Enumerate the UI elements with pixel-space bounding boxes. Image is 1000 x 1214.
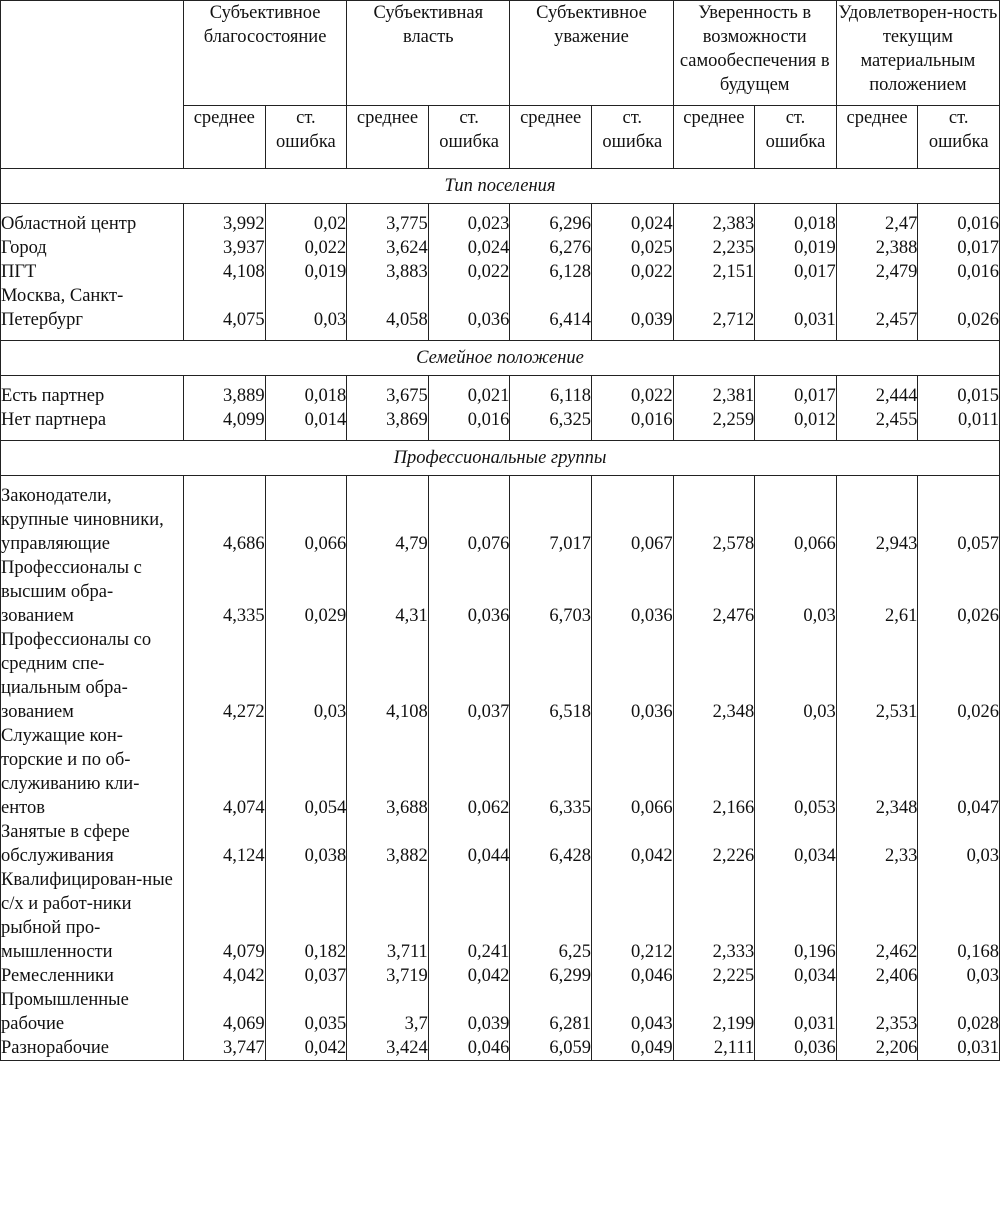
mean-value: 2,259 xyxy=(673,408,755,441)
error-value: 0,026 xyxy=(918,556,1000,628)
row-label: Законодатели, крупные чиновники, управляющие xyxy=(1,476,184,557)
table-row xyxy=(1,820,1000,868)
mean-value: 2,457 xyxy=(836,284,918,341)
error-value: 0,039 xyxy=(428,988,510,1036)
error-value: 0,019 xyxy=(265,260,347,284)
mean-value: 2,199 xyxy=(673,988,755,1036)
error-value: 0,036 xyxy=(591,556,673,628)
row-label: Промышленные рабочие xyxy=(1,988,184,1036)
error-value: 0,022 xyxy=(591,376,673,409)
error-value: 0,031 xyxy=(755,988,837,1036)
header-error: ст. ошибка xyxy=(591,106,673,169)
mean-value: 4,31 xyxy=(347,556,429,628)
error-value: 0,031 xyxy=(755,284,837,341)
error-value: 0,012 xyxy=(755,408,837,441)
mean-value: 2,444 xyxy=(836,376,918,409)
mean-value: 4,099 xyxy=(184,408,266,441)
mean-value: 3,711 xyxy=(347,868,429,964)
table-row xyxy=(1,236,1000,260)
error-value: 0,026 xyxy=(918,284,1000,341)
mean-value: 2,33 xyxy=(836,820,918,868)
mean-value: 4,079 xyxy=(184,868,266,964)
mean-value: 2,353 xyxy=(836,988,918,1036)
section-header-row xyxy=(1,341,1000,376)
error-value: 0,067 xyxy=(591,476,673,557)
error-value: 0,03 xyxy=(918,820,1000,868)
error-value: 0,038 xyxy=(265,820,347,868)
header-corner-cell xyxy=(1,1,184,169)
error-value: 0,023 xyxy=(428,204,510,237)
mean-value: 2,206 xyxy=(836,1036,918,1061)
error-value: 0,182 xyxy=(265,868,347,964)
error-value: 0,03 xyxy=(265,628,347,724)
header-mean: среднее xyxy=(184,106,266,169)
table-row xyxy=(1,260,1000,284)
mean-value: 2,479 xyxy=(836,260,918,284)
row-label: Профессионалы с высшим обра-зованием xyxy=(1,556,184,628)
mean-value: 4,069 xyxy=(184,988,266,1036)
mean-value: 2,61 xyxy=(836,556,918,628)
mean-value: 2,578 xyxy=(673,476,755,557)
error-value: 0,024 xyxy=(591,204,673,237)
row-label: Город xyxy=(1,236,184,260)
error-value: 0,039 xyxy=(591,284,673,341)
mean-value: 4,124 xyxy=(184,820,266,868)
row-label: Служащие кон-торские и по об-служиванию кли-ентов xyxy=(1,724,184,820)
mean-value: 3,719 xyxy=(347,964,429,988)
table-row xyxy=(1,376,1000,409)
table-row xyxy=(1,628,1000,724)
error-value: 0,016 xyxy=(428,408,510,441)
mean-value: 6,25 xyxy=(510,868,592,964)
mean-value: 4,79 xyxy=(347,476,429,557)
error-value: 0,016 xyxy=(591,408,673,441)
mean-value: 4,272 xyxy=(184,628,266,724)
table-row xyxy=(1,408,1000,441)
error-value: 0,026 xyxy=(918,628,1000,724)
mean-value: 2,235 xyxy=(673,236,755,260)
mean-value: 6,059 xyxy=(510,1036,592,1061)
mean-value: 3,992 xyxy=(184,204,266,237)
mean-value: 4,335 xyxy=(184,556,266,628)
row-label: Профессионалы со средним спе-циальным обра-зованием xyxy=(1,628,184,724)
mean-value: 3,775 xyxy=(347,204,429,237)
error-value: 0,168 xyxy=(918,868,1000,964)
error-value: 0,066 xyxy=(265,476,347,557)
header-group: Удовлетворен-ность текущим материальным положением xyxy=(836,1,999,106)
error-value: 0,018 xyxy=(755,204,837,237)
mean-value: 4,108 xyxy=(347,628,429,724)
section-header-row xyxy=(1,441,1000,476)
error-value: 0,037 xyxy=(265,964,347,988)
error-value: 0,054 xyxy=(265,724,347,820)
mean-value: 2,348 xyxy=(836,724,918,820)
error-value: 0,196 xyxy=(755,868,837,964)
row-label: Нет партнера xyxy=(1,408,184,441)
error-value: 0,036 xyxy=(591,628,673,724)
mean-value: 2,226 xyxy=(673,820,755,868)
mean-value: 2,943 xyxy=(836,476,918,557)
error-value: 0,022 xyxy=(265,236,347,260)
mean-value: 6,703 xyxy=(510,556,592,628)
mean-value: 4,058 xyxy=(347,284,429,341)
error-value: 0,025 xyxy=(591,236,673,260)
error-value: 0,034 xyxy=(755,964,837,988)
error-value: 0,034 xyxy=(755,820,837,868)
error-value: 0,037 xyxy=(428,628,510,724)
error-value: 0,015 xyxy=(918,376,1000,409)
table-row xyxy=(1,556,1000,628)
header-mean: среднее xyxy=(836,106,918,169)
mean-value: 2,712 xyxy=(673,284,755,341)
row-label: Ремесленники xyxy=(1,964,184,988)
mean-value: 2,383 xyxy=(673,204,755,237)
section-header-row xyxy=(1,169,1000,204)
error-value: 0,017 xyxy=(755,260,837,284)
mean-value: 2,406 xyxy=(836,964,918,988)
mean-value: 3,747 xyxy=(184,1036,266,1061)
mean-value: 4,074 xyxy=(184,724,266,820)
mean-value: 6,518 xyxy=(510,628,592,724)
header-group: Субъективное благосостояние xyxy=(184,1,347,106)
mean-value: 3,889 xyxy=(184,376,266,409)
error-value: 0,035 xyxy=(265,988,347,1036)
header-group-row xyxy=(1,1,1000,106)
error-value: 0,03 xyxy=(918,964,1000,988)
error-value: 0,062 xyxy=(428,724,510,820)
mean-value: 2,462 xyxy=(836,868,918,964)
mean-value: 4,042 xyxy=(184,964,266,988)
row-label: Занятые в сфере обслуживания xyxy=(1,820,184,868)
row-label: Есть партнер xyxy=(1,376,184,409)
mean-value: 2,531 xyxy=(836,628,918,724)
error-value: 0,043 xyxy=(591,988,673,1036)
error-value: 0,047 xyxy=(918,724,1000,820)
table-row xyxy=(1,988,1000,1036)
mean-value: 6,281 xyxy=(510,988,592,1036)
error-value: 0,049 xyxy=(591,1036,673,1061)
error-value: 0,016 xyxy=(918,204,1000,237)
header-group: Субъективная власть xyxy=(347,1,510,106)
mean-value: 2,47 xyxy=(836,204,918,237)
header-group: Субъективное уважение xyxy=(510,1,673,106)
table-row xyxy=(1,964,1000,988)
mean-value: 6,299 xyxy=(510,964,592,988)
error-value: 0,042 xyxy=(265,1036,347,1061)
table-row xyxy=(1,476,1000,557)
error-value: 0,029 xyxy=(265,556,347,628)
mean-value: 3,7 xyxy=(347,988,429,1036)
mean-value: 6,325 xyxy=(510,408,592,441)
mean-value: 4,075 xyxy=(184,284,266,341)
mean-value: 3,883 xyxy=(347,260,429,284)
error-value: 0,046 xyxy=(428,1036,510,1061)
error-value: 0,066 xyxy=(755,476,837,557)
mean-value: 2,333 xyxy=(673,868,755,964)
table-row xyxy=(1,724,1000,820)
header-group: Уверенность в возможности самообеспечения в будущем xyxy=(673,1,836,106)
section-title: Семейное положение xyxy=(1,341,1000,376)
row-label: Квалифицирован-ные с/х и работ-ники рыбной про-мышленности xyxy=(1,868,184,964)
error-value: 0,042 xyxy=(428,964,510,988)
error-value: 0,017 xyxy=(755,376,837,409)
mean-value: 2,455 xyxy=(836,408,918,441)
error-value: 0,036 xyxy=(428,556,510,628)
error-value: 0,017 xyxy=(918,236,1000,260)
mean-value: 6,296 xyxy=(510,204,592,237)
header-error: ст. ошибка xyxy=(265,106,347,169)
error-value: 0,014 xyxy=(265,408,347,441)
error-value: 0,212 xyxy=(591,868,673,964)
header-error: ст. ошибка xyxy=(755,106,837,169)
row-label: ПГТ xyxy=(1,260,184,284)
error-value: 0,03 xyxy=(755,556,837,628)
error-value: 0,044 xyxy=(428,820,510,868)
mean-value: 2,381 xyxy=(673,376,755,409)
table-body xyxy=(1,169,1000,1061)
mean-value: 3,869 xyxy=(347,408,429,441)
mean-value: 6,128 xyxy=(510,260,592,284)
mean-value: 2,111 xyxy=(673,1036,755,1061)
mean-value: 4,686 xyxy=(184,476,266,557)
error-value: 0,028 xyxy=(918,988,1000,1036)
mean-value: 6,414 xyxy=(510,284,592,341)
mean-value: 6,118 xyxy=(510,376,592,409)
table-row xyxy=(1,204,1000,237)
mean-value: 3,688 xyxy=(347,724,429,820)
error-value: 0,03 xyxy=(755,628,837,724)
section-title: Профессиональные группы xyxy=(1,441,1000,476)
header-error: ст. ошибка xyxy=(428,106,510,169)
mean-value: 3,624 xyxy=(347,236,429,260)
row-label: Москва, Санкт-Петербург xyxy=(1,284,184,341)
error-value: 0,016 xyxy=(918,260,1000,284)
mean-value: 2,476 xyxy=(673,556,755,628)
header-mean: среднее xyxy=(510,106,592,169)
error-value: 0,019 xyxy=(755,236,837,260)
mean-value: 6,276 xyxy=(510,236,592,260)
mean-value: 6,335 xyxy=(510,724,592,820)
section-title: Тип поселения xyxy=(1,169,1000,204)
error-value: 0,036 xyxy=(755,1036,837,1061)
row-label: Областной центр xyxy=(1,204,184,237)
error-value: 0,066 xyxy=(591,724,673,820)
error-value: 0,241 xyxy=(428,868,510,964)
error-value: 0,02 xyxy=(265,204,347,237)
mean-value: 7,017 xyxy=(510,476,592,557)
error-value: 0,042 xyxy=(591,820,673,868)
mean-value: 3,882 xyxy=(347,820,429,868)
mean-value: 3,675 xyxy=(347,376,429,409)
table-row xyxy=(1,1036,1000,1061)
mean-value: 2,388 xyxy=(836,236,918,260)
error-value: 0,024 xyxy=(428,236,510,260)
error-value: 0,022 xyxy=(428,260,510,284)
header-mean: среднее xyxy=(673,106,755,169)
mean-value: 3,424 xyxy=(347,1036,429,1061)
error-value: 0,036 xyxy=(428,284,510,341)
mean-value: 2,151 xyxy=(673,260,755,284)
table-row xyxy=(1,868,1000,964)
header-error: ст. ошибка xyxy=(918,106,1000,169)
table-row xyxy=(1,284,1000,341)
error-value: 0,057 xyxy=(918,476,1000,557)
error-value: 0,031 xyxy=(918,1036,1000,1061)
error-value: 0,018 xyxy=(265,376,347,409)
error-value: 0,03 xyxy=(265,284,347,341)
error-value: 0,011 xyxy=(918,408,1000,441)
header-mean: среднее xyxy=(347,106,429,169)
mean-value: 2,225 xyxy=(673,964,755,988)
mean-value: 3,937 xyxy=(184,236,266,260)
mean-value: 2,166 xyxy=(673,724,755,820)
mean-value: 4,108 xyxy=(184,260,266,284)
error-value: 0,046 xyxy=(591,964,673,988)
error-value: 0,076 xyxy=(428,476,510,557)
mean-value: 6,428 xyxy=(510,820,592,868)
row-label: Разнорабочие xyxy=(1,1036,184,1061)
error-value: 0,021 xyxy=(428,376,510,409)
error-value: 0,053 xyxy=(755,724,837,820)
error-value: 0,022 xyxy=(591,260,673,284)
mean-value: 2,348 xyxy=(673,628,755,724)
